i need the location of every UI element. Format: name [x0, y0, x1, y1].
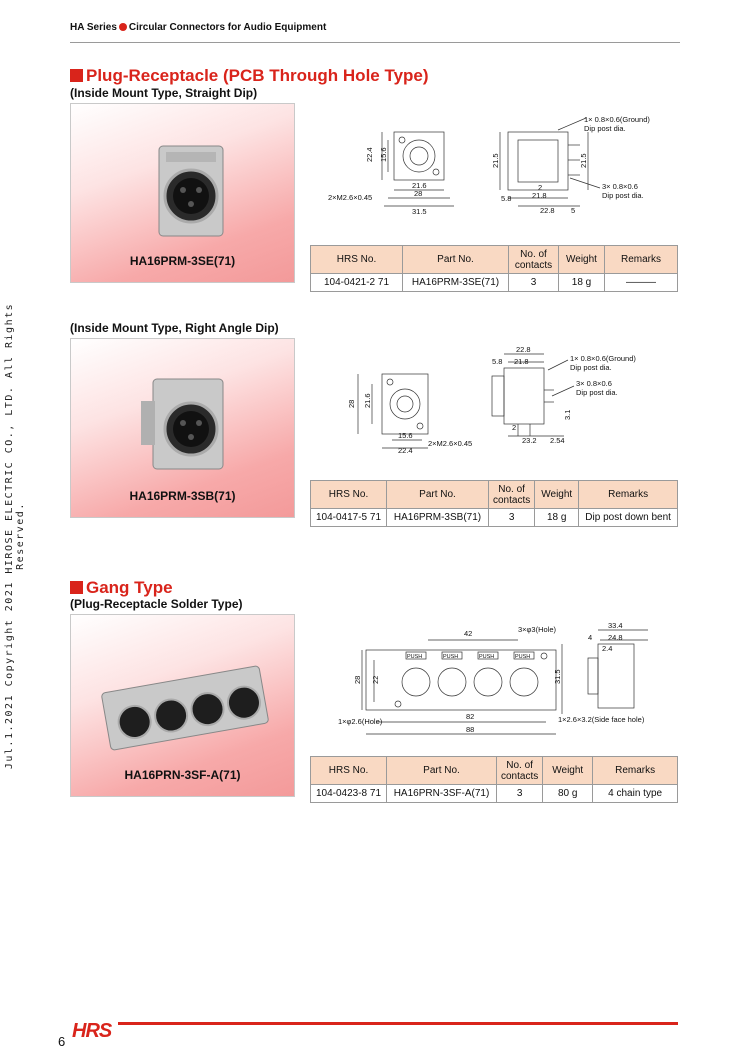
- svg-text:3.1: 3.1: [563, 409, 572, 420]
- copyright-side-text: Jul.1.2021 Copyright 2021 HIROSE ELECTRIC CO., LTD. All Rights Reserved.: [4, 302, 26, 770]
- dimension-drawing-3se: [318, 110, 678, 220]
- hrs-logo: HRS: [72, 1020, 112, 1042]
- svg-text:22.4: 22.4: [365, 147, 374, 162]
- subtitle-straight-dip: (Inside Mount Type, Straight Dip): [70, 86, 258, 100]
- svg-text:21.5: 21.5: [491, 153, 500, 168]
- svg-text:2×M2.6×0.45: 2×M2.6×0.45: [328, 193, 373, 202]
- part-no: HA16PRM-3SE(71): [403, 274, 509, 292]
- svg-text:22.4: 22.4: [398, 446, 413, 455]
- header-title: Circular Connectors for Audio Equipment: [128, 22, 327, 33]
- square-bullet-icon: [70, 581, 83, 594]
- photo-label: HA16PRM-3SE(71): [129, 254, 236, 268]
- photo-label: HA16PRN-3SF-A(71): [124, 768, 241, 782]
- page-header: [70, 22, 326, 33]
- product-photo-3sb: [70, 338, 295, 518]
- svg-text:82: 82: [466, 712, 475, 721]
- contacts: 3: [509, 274, 559, 292]
- bullet-dot-icon: [119, 23, 127, 31]
- dimension-drawing-3sb: [318, 340, 678, 455]
- svg-text:22.8: 22.8: [516, 345, 531, 354]
- svg-text:21.5: 21.5: [579, 153, 588, 168]
- weight: 18 g: [535, 509, 579, 527]
- svg-text:4: 4: [588, 633, 593, 642]
- remarks: Dip post down bent: [579, 509, 678, 527]
- subtitle-solder-type: (Plug-Receptacle Solder Type): [70, 597, 243, 611]
- svg-text:PUSH: PUSH: [407, 654, 423, 660]
- svg-text:21.8: 21.8: [532, 191, 547, 200]
- svg-text:24.8: 24.8: [608, 633, 623, 642]
- page-number: 6: [58, 1034, 66, 1049]
- svg-text:33.4: 33.4: [608, 621, 623, 630]
- svg-text:5: 5: [571, 206, 576, 215]
- hrs-no: 104-0421-2 71: [311, 274, 403, 292]
- contacts: 3: [497, 785, 543, 803]
- svg-text:PUSH: PUSH: [443, 654, 459, 660]
- svg-text:31.5: 31.5: [412, 207, 427, 216]
- dimension-drawing-3sf: [318, 618, 678, 738]
- svg-text:28: 28: [353, 675, 362, 684]
- svg-text:PUSH: PUSH: [515, 654, 531, 660]
- svg-text:1×φ2.6(Hole): 1×φ2.6(Hole): [338, 717, 383, 726]
- svg-text:15.6: 15.6: [379, 147, 388, 162]
- svg-text:2.54: 2.54: [550, 436, 565, 445]
- series-name: HA Series: [70, 22, 117, 33]
- remarks: ———: [605, 274, 678, 292]
- svg-text:Dip post dia.: Dip post dia.: [602, 191, 644, 200]
- svg-text:1× 0.8×0.6(Ground): 1× 0.8×0.6(Ground): [584, 115, 650, 124]
- header-rule: [70, 42, 680, 43]
- part-no: HA16PRN-3SF-A(71): [387, 785, 497, 803]
- svg-text:Dip post dia.: Dip post dia.: [576, 388, 618, 397]
- svg-text:31.5: 31.5: [553, 669, 562, 684]
- svg-text:PUSH: PUSH: [479, 654, 495, 660]
- svg-text:21.8: 21.8: [514, 357, 529, 366]
- svg-text:22.8: 22.8: [540, 206, 555, 215]
- svg-text:3× 0.8×0.6: 3× 0.8×0.6: [576, 379, 612, 388]
- svg-text:3× 0.8×0.6: 3× 0.8×0.6: [602, 182, 638, 191]
- product-photo-3sf: [70, 614, 295, 797]
- spec-table-3se: HRS No. Part No. No. of contacts Weight Remarks 104-0421-2 71 HA16PRM-3SE(71) 3 18 g ———: [310, 245, 678, 292]
- svg-text:22: 22: [371, 675, 380, 684]
- hrs-no: 104-0417-5 71: [311, 509, 387, 527]
- svg-text:1× 0.8×0.6(Ground): 1× 0.8×0.6(Ground): [570, 354, 636, 363]
- contacts: 3: [489, 509, 535, 527]
- spec-table-3sb: HRS No. Part No. No. of contacts Weight Remarks 104-0417-5 71 HA16PRM-3SB(71) 3 18 g Dip post down bent: [310, 480, 678, 527]
- svg-text:21.6: 21.6: [412, 181, 427, 190]
- weight: 18 g: [559, 274, 605, 292]
- svg-text:2: 2: [512, 423, 517, 432]
- svg-text:Dip post dia.: Dip post dia.: [570, 363, 612, 372]
- part-no: HA16PRM-3SB(71): [387, 509, 489, 527]
- hrs-no: 104-0423-8 71: [311, 785, 387, 803]
- svg-text:28: 28: [414, 189, 423, 198]
- section-title-gang: Gang Type: [70, 578, 173, 598]
- svg-text:88: 88: [466, 725, 475, 734]
- remarks: 4 chain type: [593, 785, 678, 803]
- spec-table-3sf: HRS No. Part No. No. of contacts Weight Remarks 104-0423-8 71 HA16PRN-3SF-A(71) 3 80 g 4 chain type: [310, 756, 678, 803]
- square-bullet-icon: [70, 69, 83, 82]
- svg-text:42: 42: [464, 629, 473, 638]
- svg-text:21.6: 21.6: [363, 393, 372, 408]
- svg-text:5.8: 5.8: [501, 194, 512, 203]
- svg-text:Dip post dia.: Dip post dia.: [584, 124, 626, 133]
- photo-label: HA16PRM-3SB(71): [129, 489, 236, 503]
- svg-text:28: 28: [347, 399, 356, 408]
- svg-text:2: 2: [538, 183, 543, 192]
- weight: 80 g: [543, 785, 593, 803]
- svg-text:5.8: 5.8: [492, 357, 503, 366]
- svg-text:2.4: 2.4: [602, 644, 613, 653]
- subtitle-right-angle: (Inside Mount Type, Right Angle Dip): [70, 321, 279, 335]
- footer-rule: [118, 1022, 678, 1025]
- section-title-pcb: Plug-Receptacle (PCB Through Hole Type): [70, 66, 429, 86]
- svg-text:2×M2.6×0.45: 2×M2.6×0.45: [428, 439, 473, 448]
- product-photo-3se: [70, 103, 295, 283]
- svg-text:3×φ3(Hole): 3×φ3(Hole): [518, 625, 557, 634]
- svg-text:15.6: 15.6: [398, 431, 413, 440]
- svg-text:1×2.6×3.2(Side face hole): 1×2.6×3.2(Side face hole): [558, 715, 645, 724]
- svg-text:23.2: 23.2: [522, 436, 537, 445]
